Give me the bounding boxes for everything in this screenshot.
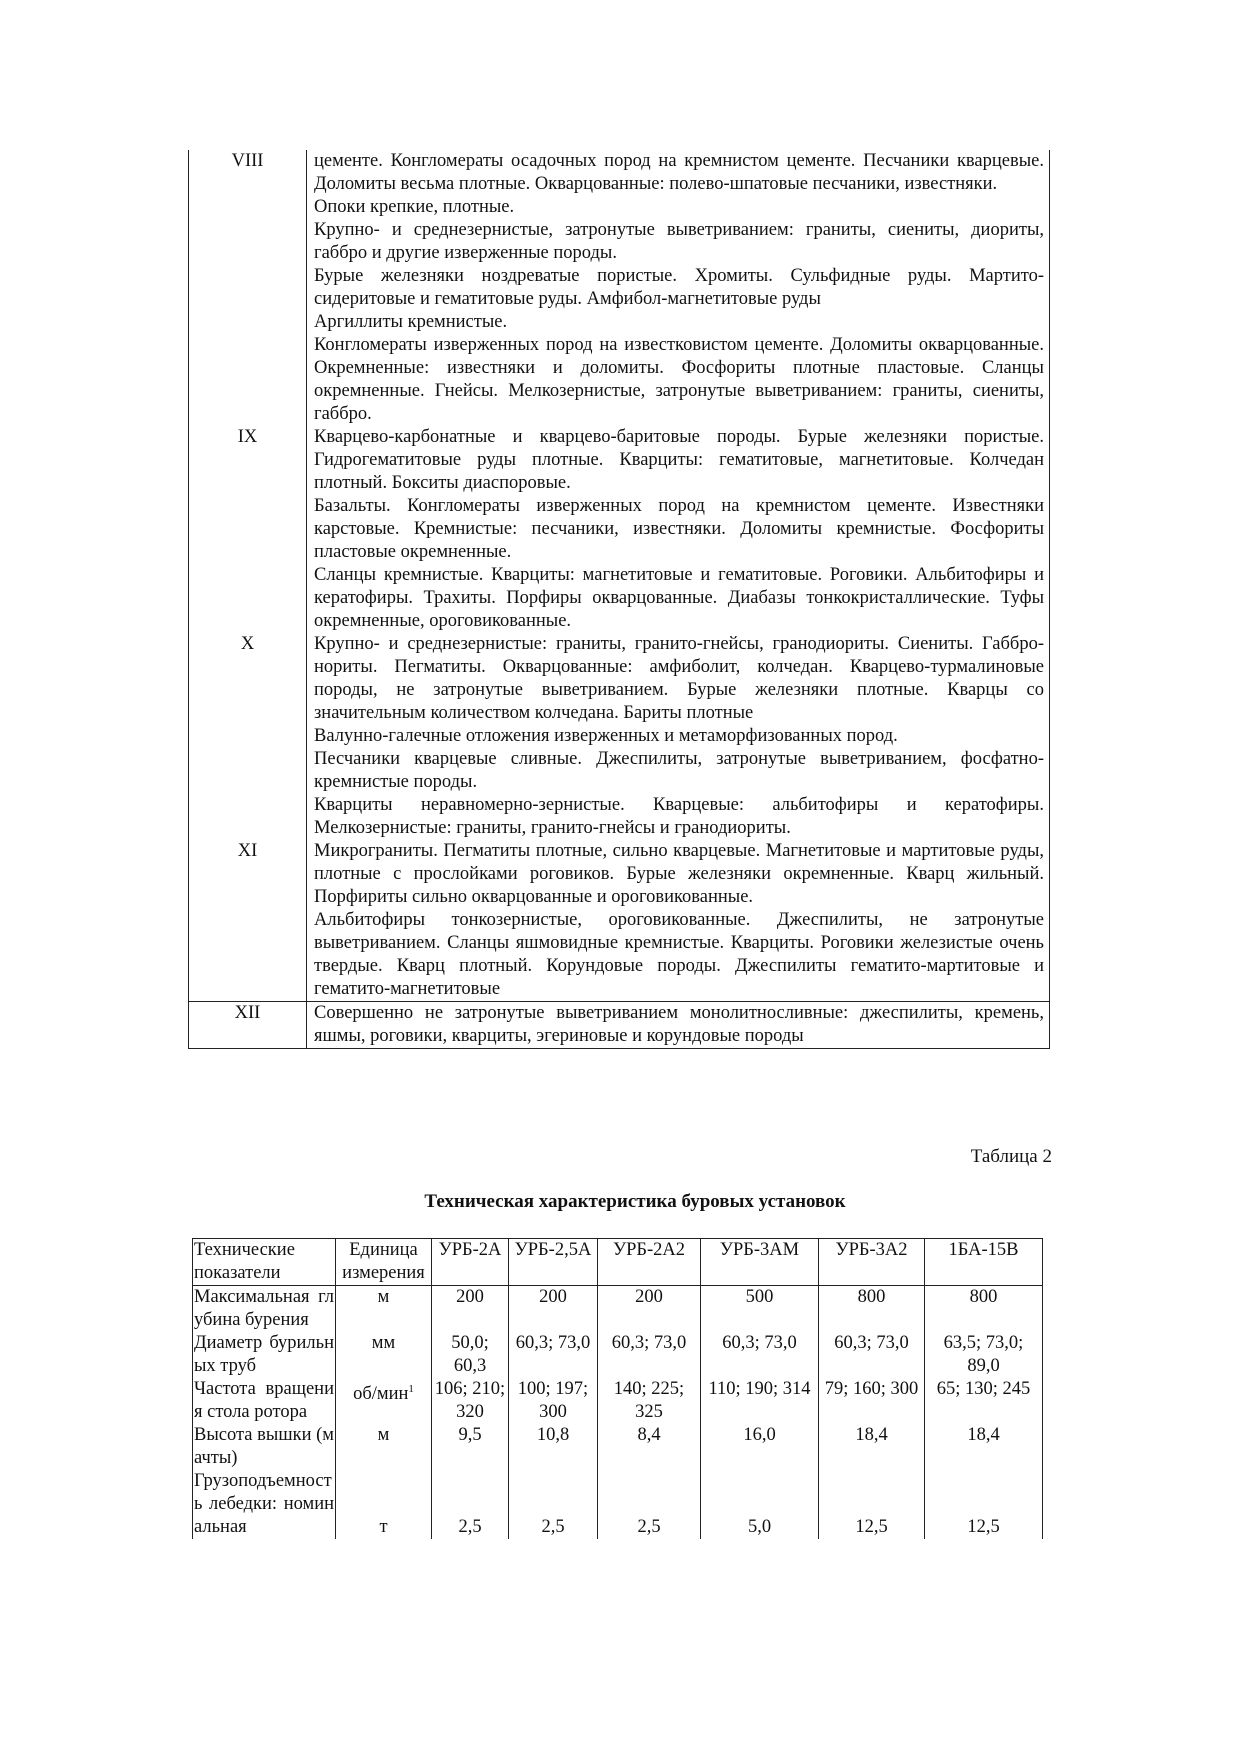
category-cell: VIII [231,151,264,171]
table-row [193,1424,1043,1470]
unit-cell [336,1378,432,1424]
value-cell: 60,3; 73,0 [509,1332,598,1378]
header-cell: УРБ-2,5А [509,1239,598,1286]
value-cell: 60,3; 73,0 [701,1332,819,1378]
parameter-cell: Частота вращения стола ротора [194,1379,334,1422]
description-paragraph: Сланцы кремнистые. Кварциты: магнетитовые и гематитовые. Роговики. Альбитофиры и кератофиры. Трахиты. Порфиры окварцованные. Диабазы тонкокристаллические. Туфы окремненные, ороговикованные. [314,565,1044,631]
value-cell: 8,4 [598,1424,701,1470]
footnote-marker: 1 [408,1383,414,1395]
description-paragraph: Совершенно не затронутые выветриванием монолитносливные: джеспилиты, кремень, яшмы, роговики, кварциты, эгериновые и корундовые породы [314,1003,1044,1046]
description-paragraph: цементе. Конгломераты осадочных пород на кремнистом цементе. Песчаники кварцевые. Доломиты весьма плотные. Окварцованные: полево-шпатовые песчаники, известняки. [314,151,1044,194]
rock-category-body [189,150,1049,1048]
value-cell: 5,0 [701,1470,819,1539]
value-cell: 12,5 [819,1470,925,1539]
unit-text: м [377,1287,390,1307]
value-cell: 200 [509,1286,598,1333]
description-paragraph: Крупно- и среднезернистые: граниты, гранито-гнейсы, гранодиориты. Сиениты. Габбро-нориты. Пегматиты. Окварцованные: амфиболит, колчедан. Кварцево-турмалиновые породы, не затронутые выветриванием. Бурые железняки плотные. Кварцы со значительным количеством колчедана. Бариты плотные [314,634,1044,723]
category-cell: XII [234,1003,261,1023]
table-row [193,1286,1043,1333]
value-cell: 18,4 [925,1424,1043,1470]
value-cell: 200 [432,1286,509,1333]
description-paragraph: Крупно- и среднезернистые, затронутые выветриванием: граниты, сиениты, диориты, габбро и другие изверженные породы. [314,220,1044,263]
description-paragraph: Альбитофиры тонкозернистые, ороговикованные. Джеспилиты, не затронутые выветриванием. Сланцы яшмовидные кремнистые. Кварциты. Роговики железистые очень твердые. Кварц плотный. Корундовые породы. Джеспилиты гематито-мартитовые и гематито-магнетитовые [314,910,1044,999]
description-cell [306,633,1044,840]
description-cell [306,426,1044,633]
unit-text: м [377,1425,390,1445]
table-row [189,633,1049,840]
rock-category-table [188,150,1048,1049]
unit-cell [336,1286,432,1333]
table-header-row [193,1239,1043,1286]
value-cell: 50,0; 60,3 [432,1332,509,1378]
header-cell: УРБ-3АМ [701,1239,819,1286]
header-cell: УРБ-2А [432,1239,509,1286]
description-paragraph: Микрограниты. Пегматиты плотные, сильно кварцевые. Магнетитовые и мартитовые руды, плотные с прослойками роговиков. Бурые железняки окремненные. Кварц жильный. Порфириты сильно окварцованные и ороговикованные. [314,841,1044,907]
description-paragraph: Базальты. Конгломераты изверженных пород на кремнистом цементе. Известняки карстовые. Кремнистые: песчаники, известняки. Доломиты кремнистые. Фосфориты пластовые окремненные. [314,496,1044,562]
value-cell: 800 [925,1286,1043,1333]
value-cell: 2,5 [432,1470,509,1539]
drilling-rigs-body [193,1286,1043,1540]
parameter-cell: Максимальная глубина бурения [194,1287,334,1330]
table-row [193,1332,1043,1378]
value-cell: 500 [701,1286,819,1333]
header-cell: Единица измерения [336,1239,432,1286]
description-paragraph: Аргиллиты кремнистые. [314,312,508,332]
description-paragraph: Опоки крепкие, плотные. [314,197,515,217]
value-cell: 63,5; 73,0; 89,0 [925,1332,1043,1378]
unit-cell [336,1424,432,1470]
table-title: Техническая характеристика буровых установок [424,1191,846,1212]
value-cell: 16,0 [701,1424,819,1470]
value-cell: 800 [819,1286,925,1333]
category-cell: IX [237,427,258,447]
table-row [189,1001,1049,1048]
value-cell: 106; 210; 320 [432,1378,509,1424]
unit-cell [336,1332,432,1378]
description-paragraph: Конгломераты изверженных пород на известковистом цементе. Доломиты окварцованные. Окремненные: известняки и доломиты. Фосфориты плотные пластовые. Сланцы окремненные. Гнейсы. Мелкозернистые, затронутые выветриванием: граниты, сиениты, габбро. [314,335,1044,424]
category-cell: X [240,634,255,654]
parameter-cell: Высота вышки (мачты) [194,1425,334,1468]
value-cell: 65; 130; 245 [925,1378,1043,1424]
unit-cell [336,1470,432,1539]
table-row [189,150,1049,426]
description-cell [306,150,1044,426]
unit-text: т [379,1517,388,1537]
description-paragraph: Кварциты неравномерно-зернистые. Кварцевые: альбитофиры и кератофиры. Мелкозернистые: граниты, гранито-гнейсы и гранодиориты. [314,795,1044,838]
description-paragraph: Валунно-галечные отложения изверженных и метаморфизованных пород. [314,726,898,746]
description-paragraph: Песчаники кварцевые сливные. Джеспилиты, затронутые выветриванием, фосфатно-кремнистые породы. [314,749,1044,792]
header-cell: Технические показатели [193,1239,336,1286]
value-cell: 18,4 [819,1424,925,1470]
description-paragraph: Бурые железняки ноздреватые пористые. Хромиты. Сульфидные руды. Мартито-сидеритовые и гематитовые руды. Амфибол-магнетитовые руды [314,266,1044,309]
header-cell: 1БА-15В [925,1239,1043,1286]
parameter-cell: Грузоподъемность лебедки: номинальная [194,1471,334,1537]
category-cell: XI [237,841,258,861]
parameter-cell: Диаметр бурильных труб [194,1333,334,1376]
table-row [189,426,1049,633]
value-cell: 60,3; 73,0 [819,1332,925,1378]
description-paragraph: Кварцево-карбонатные и кварцево-баритовые породы. Бурые железняки пористые. Гидрогематитовые руды плотные. Кварциты: гематитовые, магнетитовые. Колчедан плотный. Бокситы диаспоровые. [314,427,1044,493]
value-cell: 110; 190; 314 [701,1378,819,1424]
column-divider [306,150,307,1048]
value-cell: 2,5 [598,1470,701,1539]
table-number-label: Таблица 2 [970,1146,1052,1167]
description-cell [306,1002,1044,1048]
description-cell [306,840,1044,1001]
unit-text: об/мин [353,1384,409,1405]
value-cell: 140; 225; 325 [598,1378,701,1424]
value-cell: 10,8 [509,1424,598,1470]
table-row [193,1378,1043,1424]
value-cell: 79; 160; 300 [819,1378,925,1424]
value-cell: 100; 197; 300 [509,1378,598,1424]
header-cell: УРБ-2А2 [598,1239,701,1286]
table-row [189,840,1049,1001]
table-row [193,1470,1043,1539]
value-cell: 200 [598,1286,701,1333]
unit-text: мм [371,1333,396,1353]
drilling-rigs-table [192,1238,1043,1539]
value-cell: 2,5 [509,1470,598,1539]
rock-category-grid [188,150,1050,1049]
value-cell: 60,3; 73,0 [598,1332,701,1378]
value-cell: 9,5 [432,1424,509,1470]
header-cell: УРБ-3А2 [819,1239,925,1286]
value-cell: 12,5 [925,1470,1043,1539]
